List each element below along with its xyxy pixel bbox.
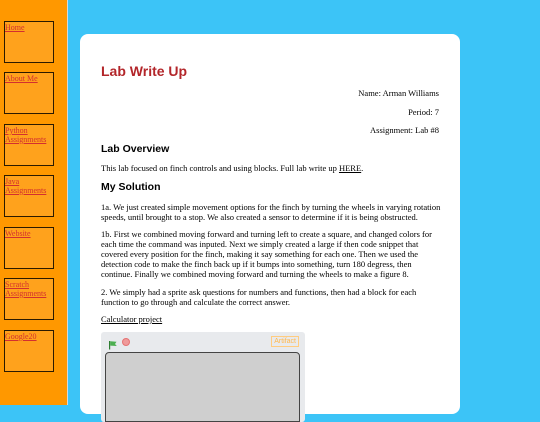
- scratch-embed: [101, 332, 305, 422]
- artifact-button[interactable]: Artifact: [271, 336, 299, 347]
- overview-text: [101, 163, 441, 173]
- nav-google20[interactable]: Google20: [4, 330, 54, 372]
- content-card: [80, 34, 460, 414]
- nav-about-me[interactable]: About Me: [4, 72, 54, 114]
- author-name: Name: Arman Williams: [358, 88, 439, 98]
- page-title: Lab Write Up: [101, 63, 188, 79]
- overview-heading: Lab Overview: [101, 143, 170, 155]
- overview-end: .: [361, 163, 364, 173]
- overview-body: This lab focused on finch controls and using blocks. Full lab write up: [101, 163, 339, 173]
- nav-scratch-assignments[interactable]: Scratch Assignments: [4, 278, 54, 320]
- solution-heading: My Solution: [101, 181, 161, 193]
- nav-website[interactable]: Website: [4, 227, 54, 269]
- sidebar-nav: [0, 0, 68, 405]
- nav-python-assignments[interactable]: Python Assignments: [4, 124, 54, 166]
- solution-paragraph-2: 2. We simply had a sprite ask questions for numbers and functions, then had a block for each function to go through and calculate the correct answer.: [101, 287, 417, 307]
- full-writeup-link[interactable]: HERE: [338, 163, 362, 173]
- calculator-project-text: [101, 314, 441, 324]
- scratch-stage[interactable]: [105, 352, 300, 422]
- class-period: Period: 7: [408, 107, 439, 117]
- solution-paragraph-1a: 1a. We just created simple movement options for the finch by turning the wheels in varying rotation speeds, until brought to a stop. We also created a sensor to determine if it is being obstructed.: [101, 202, 441, 222]
- stop-icon[interactable]: [122, 338, 130, 346]
- solution-paragraph-1b: 1b. First we combined moving forward and turning left to create a square, and changed colors for each time the command was inputed. Next we simply created a large if then code snippet that covered every position for the finch, making it say something for each one. Then we used the detection code to make the finch back up if it bumps into something, turn 180 degress, then continue. Finally we combined moving forward and turning the wheels to make a figure 8.: [101, 229, 432, 279]
- calculator-project-link[interactable]: Calculator project: [101, 314, 163, 324]
- assignment-number: Assignment: Lab #8: [370, 125, 439, 135]
- nav-home[interactable]: Home: [4, 21, 54, 63]
- nav-java-assignments[interactable]: Java Assignments: [4, 175, 54, 217]
